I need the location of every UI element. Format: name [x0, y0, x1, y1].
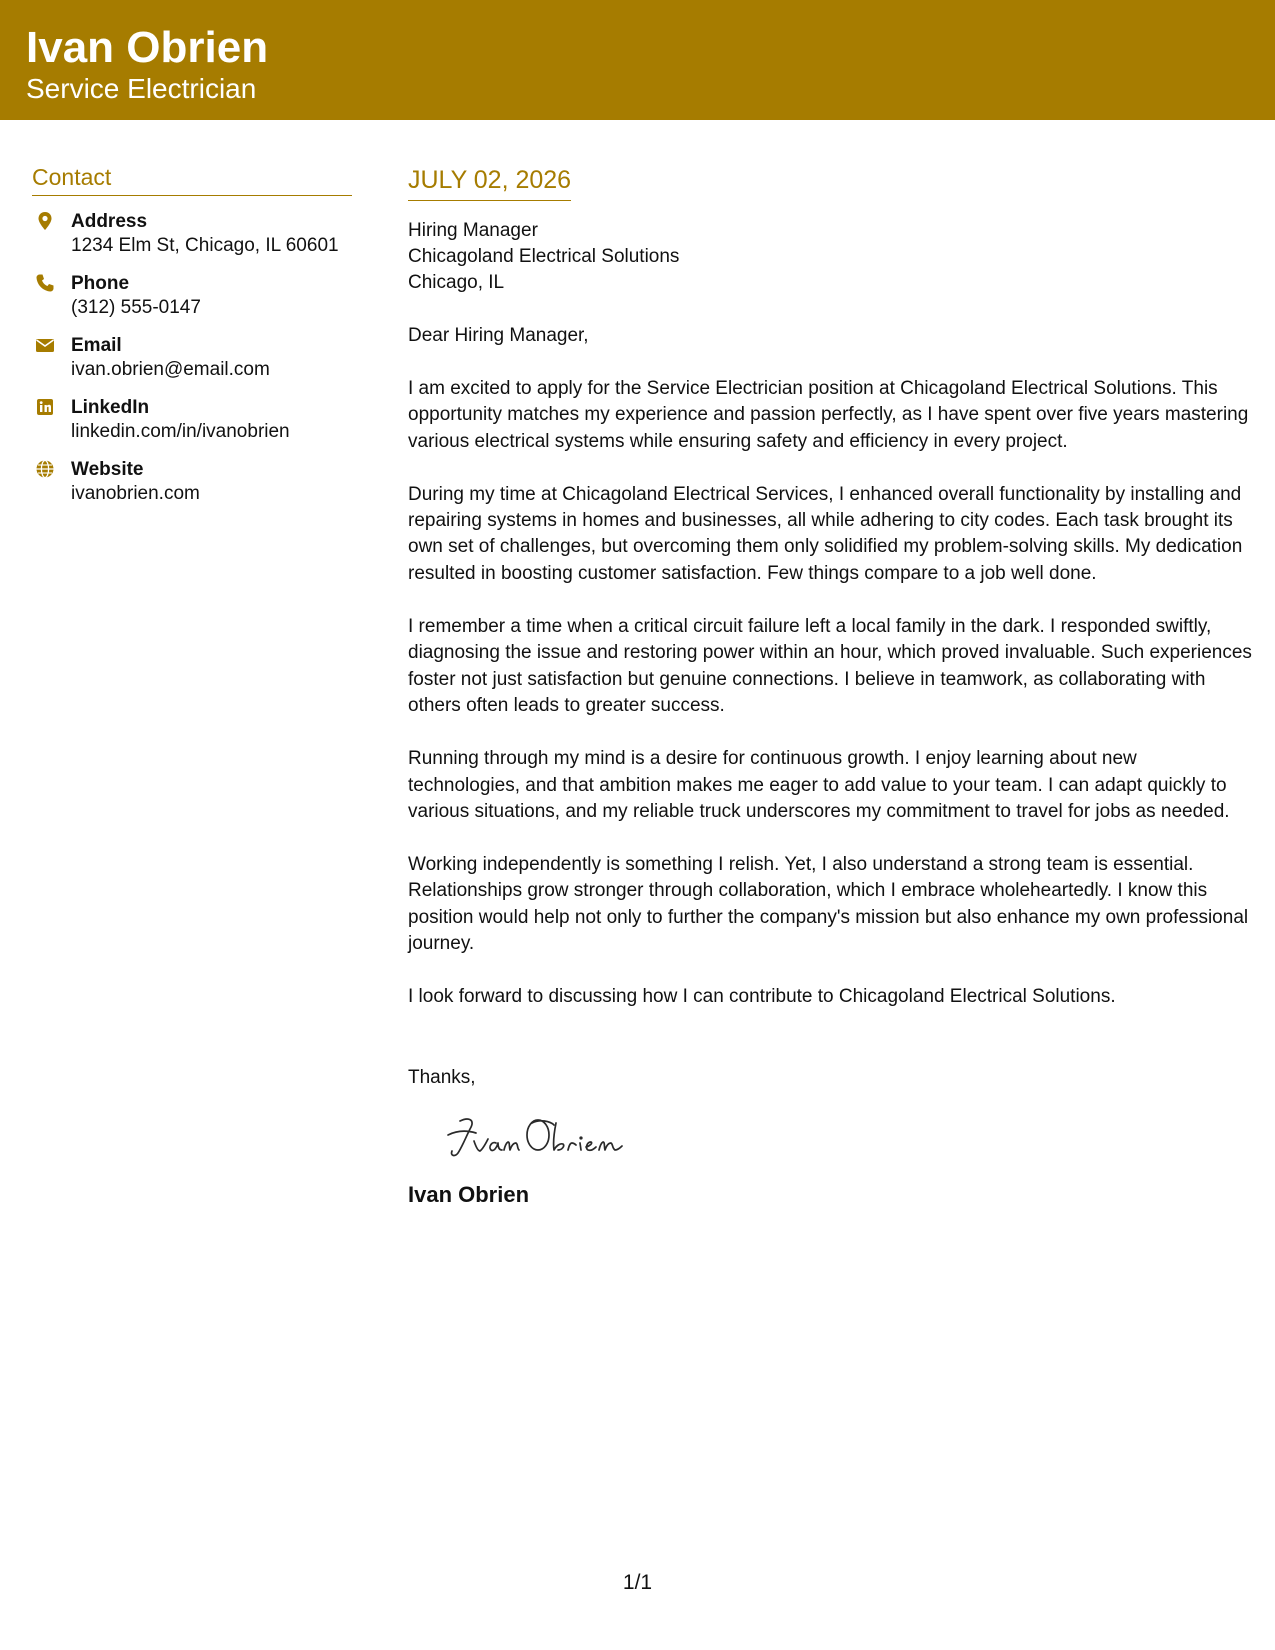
recipient-line: Chicagoland Electrical Solutions — [408, 246, 680, 267]
linkedin-icon — [35, 397, 55, 417]
letter-body — [408, 164, 1253, 1209]
letter-paragraph: I am excited to apply for the Service Electrician position at Chicagoland Electrical Solutions. This opportunity matches my experience and passion perfectly, as I have spent over five years mastering various electrical systems while ensuring safety and efficiency in every project. — [408, 378, 1249, 452]
globe-icon — [35, 459, 55, 479]
contact-label: Website — [71, 459, 144, 480]
contact-label: Email — [71, 335, 122, 356]
contact-heading: Contact — [32, 162, 352, 196]
letter-paragraph: Running through my mind is a desire for continuous growth. I enjoy learning about new technologies, and that ambition makes me eager to add value to your team. I can adapt quickly to various situations, and my reliable truck underscores my commitment to travel for jobs as needed. — [408, 748, 1230, 822]
recipient-line: Hiring Manager — [408, 220, 538, 241]
contact-value-linkedin[interactable]: linkedin.com/in/ivanobrien — [71, 421, 290, 442]
letter-paragraph: I remember a time when a critical circuit failure left a local family in the dark. I responded swiftly, diagnosing the issue and restoring power within an hour, which proved invaluable. Such experiences foster not just satisfaction but genuine connections. I believe in teamwork, as collaborating with others often leads to greater success. — [408, 616, 1252, 716]
recipient-line: Chicago, IL — [408, 272, 505, 293]
page-number: 1/1 — [622, 1571, 653, 1594]
signer-name: Ivan Obrien — [408, 1181, 530, 1207]
contact-item-linkedin — [32, 396, 352, 444]
letter-paragraph: I look forward to discussing how I can contribute to Chicagoland Electrical Solutions. — [408, 986, 1116, 1008]
contact-sidebar — [32, 162, 352, 506]
salutation: Dear Hiring Manager, — [408, 325, 589, 346]
closing: Thanks, — [408, 1066, 476, 1088]
letter-paragraph: Working independently is something I relish. Yet, I also understand a strong team is essential. Relationships grow stronger through collaboration, which I embrace wholeheartedly. I know this position would help not only to further the company's mission but also enhance my own professional journey. — [408, 854, 1249, 955]
signature-image — [446, 1113, 636, 1163]
contact-item-website — [32, 458, 352, 506]
envelope-icon — [35, 335, 55, 355]
contact-value-address: 1234 Elm St, Chicago, IL 60601 — [71, 235, 339, 256]
contact-value-email[interactable]: ivan.obrien@email.com — [71, 359, 270, 380]
location-pin-icon — [35, 211, 55, 231]
letter-date: JULY 02, 2026 — [408, 164, 571, 201]
contact-value-website[interactable]: ivanobrien.com — [71, 483, 200, 504]
header-banner — [0, 0, 1275, 120]
contact-label: Phone — [71, 273, 130, 294]
letter-paragraph: During my time at Chicagoland Electrical Services, I enhanced overall functionality by installing and repairing systems in homes and businesses, all while adhering to city codes. Each task brought its own set of challenges, but overcoming them only solidified my problem-solving skills. My dedication resulted in boosting customer satisfaction. Few things compare to a job well done. — [408, 483, 1243, 584]
contact-label: LinkedIn — [71, 397, 150, 418]
recipient-block — [408, 218, 1253, 296]
applicant-name: Ivan Obrien — [26, 23, 269, 72]
contact-item-phone — [32, 272, 352, 320]
phone-icon — [35, 273, 55, 293]
contact-label: Address — [71, 211, 148, 232]
contact-value-phone[interactable]: (312) 555-0147 — [71, 297, 201, 318]
contact-item-address — [32, 210, 352, 258]
applicant-title: Service Electrician — [26, 73, 257, 104]
contact-item-email — [32, 334, 352, 382]
